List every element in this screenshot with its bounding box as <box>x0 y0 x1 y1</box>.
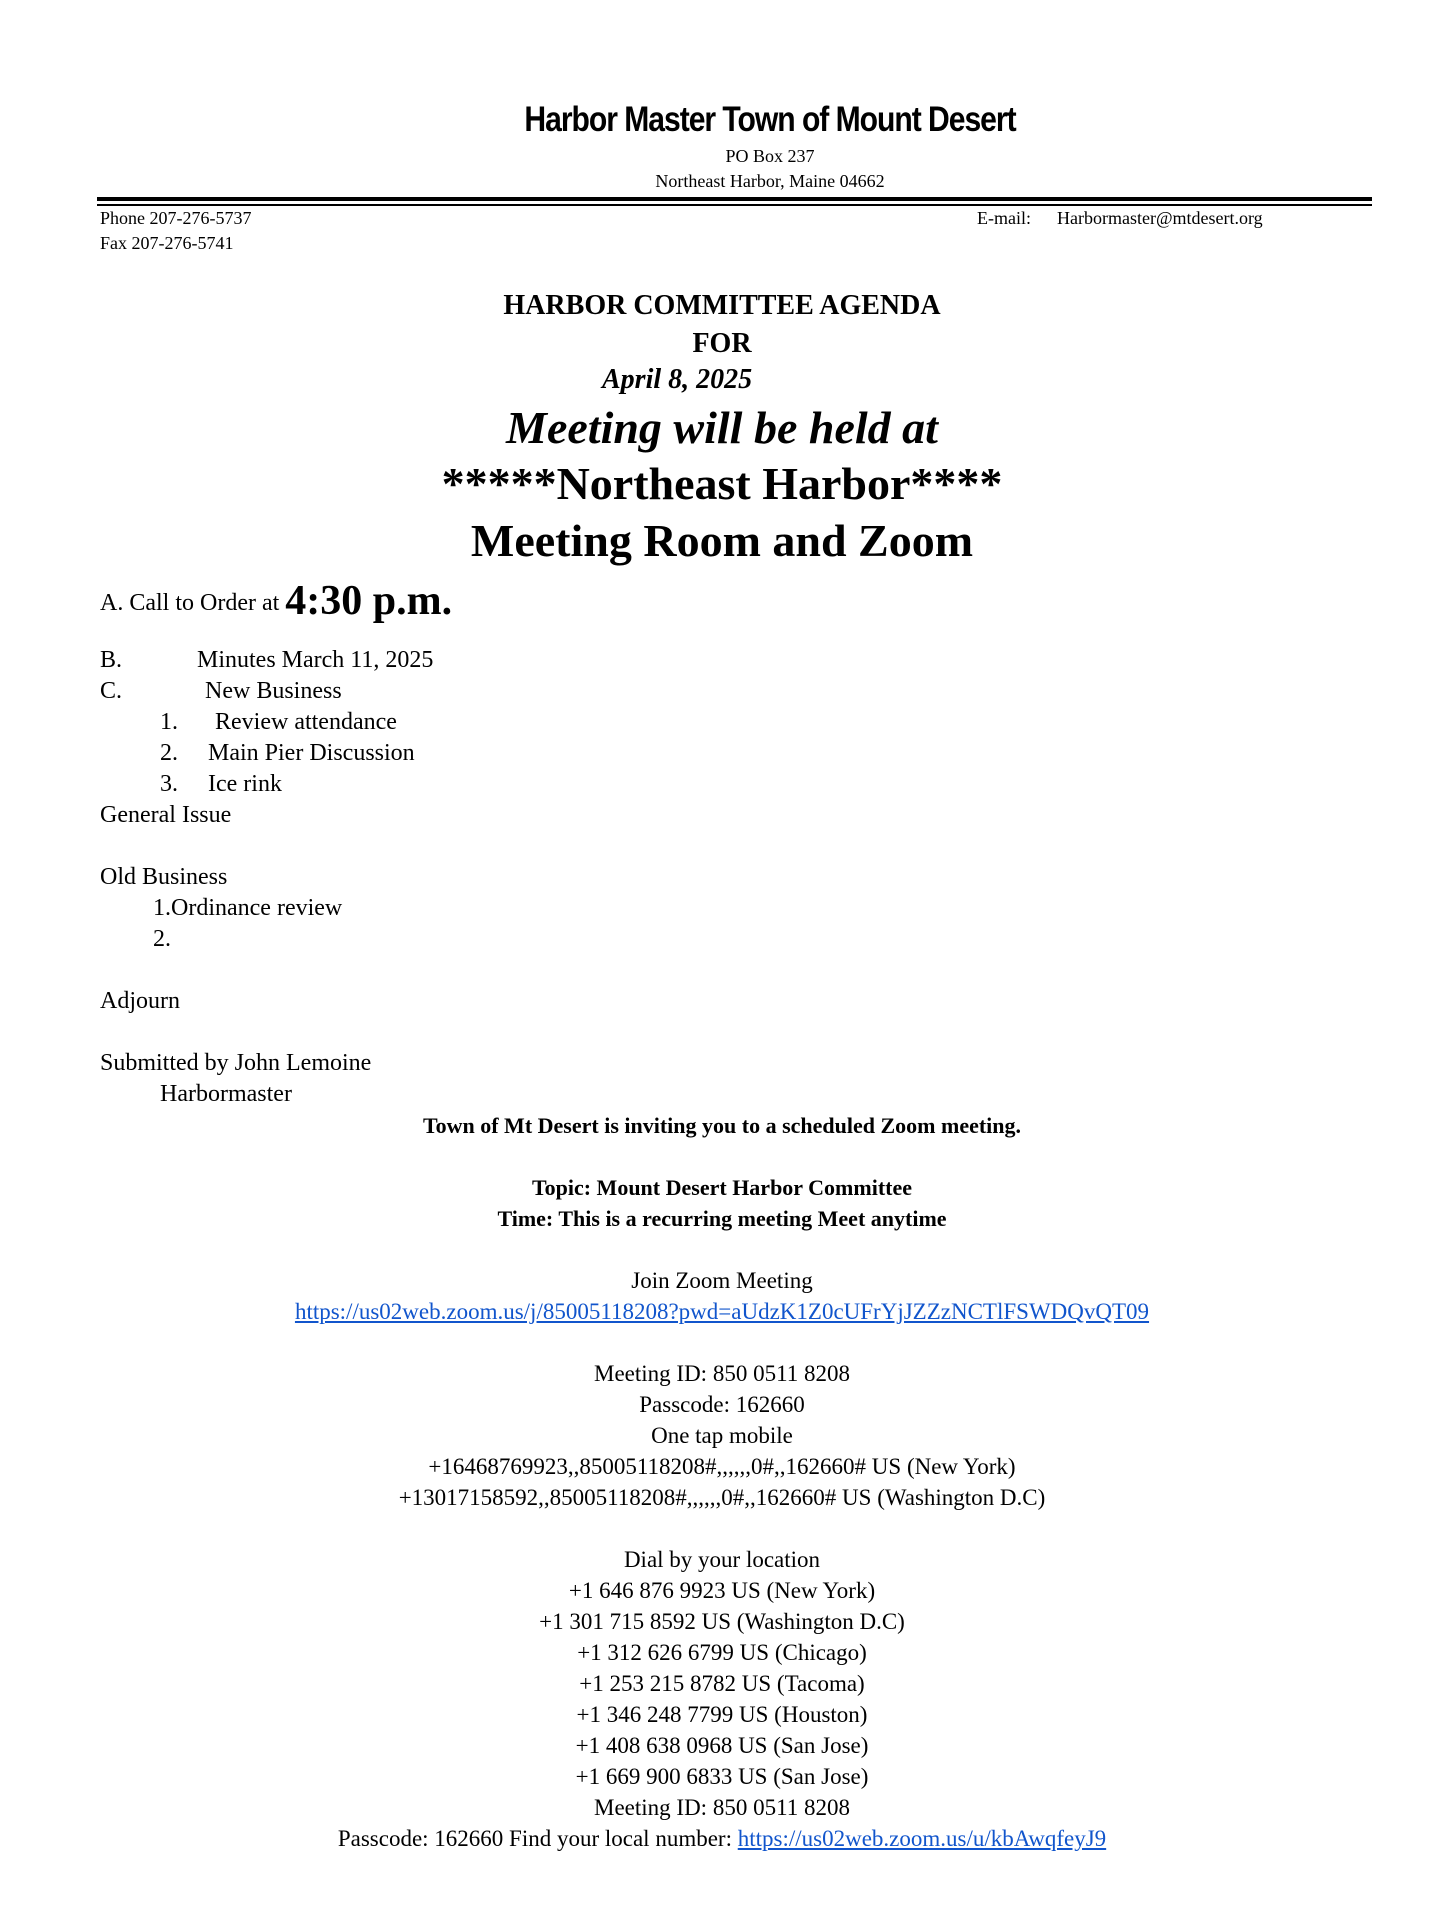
local-number-link[interactable]: https://us02web.zoom.us/u/kbAwqfeyJ9 <box>737 1826 1107 1851</box>
old-business-title: Old Business <box>100 864 228 890</box>
po-box: PO Box 237 <box>725 146 815 166</box>
join-zoom-label: Join Zoom Meeting <box>631 1268 813 1293</box>
letterhead-divider-thick <box>97 197 1372 201</box>
meeting-date: April 8, 2025 <box>602 364 753 395</box>
old-business-item: 1.Ordinance review <box>153 895 343 921</box>
meeting-id: Meeting ID: 850 0511 8208 <box>594 1361 850 1386</box>
new-business-item-number: 3. <box>160 771 178 797</box>
agenda-title: HARBOR COMMITTEE AGENDA <box>503 290 941 321</box>
meeting-held-heading: Meeting will be held at <box>506 402 938 453</box>
dial-by-location-label: Dial by your location <box>623 1547 821 1572</box>
submitted-by: Submitted by John Lemoine <box>100 1050 372 1076</box>
phone-number: Phone 207-276-5737 <box>100 208 252 228</box>
dial-number: +1 408 638 0968 US (San Jose) <box>575 1733 869 1758</box>
one-tap-label: One tap mobile <box>651 1423 793 1448</box>
dial-number: +1 669 900 6833 US (San Jose) <box>575 1764 869 1789</box>
call-to-order-label: A. Call to Order at <box>100 590 286 616</box>
email-address: Harbormaster@mtdesert.org <box>1057 208 1263 228</box>
submitter-title: Harbormaster <box>160 1081 292 1107</box>
meeting-id-repeat: Meeting ID: 850 0511 8208 <box>594 1795 850 1820</box>
call-to-order-time: 4:30 p.m. <box>285 578 453 624</box>
new-business-item-number: 2. <box>160 740 178 766</box>
org-name: Harbor Master Town of Mount Desert <box>524 100 1016 139</box>
new-business-item: Main Pier Discussion <box>208 740 415 766</box>
zoom-time: Time: This is a recurring meeting Meet anytime <box>497 1206 947 1231</box>
zoom-invite-heading: Town of Mt Desert is inviting you to a scheduled Zoom meeting. <box>422 1113 1022 1138</box>
item-b-minutes: Minutes March 11, 2025 <box>197 647 434 673</box>
email-label: E-mail: <box>977 208 1031 228</box>
one-tap-number: +13017158592,,85005118208#,,,,,,0#,,162660# US (Washington D.C) <box>398 1485 1046 1510</box>
general-issue: General Issue <box>100 802 232 828</box>
fax-number: Fax 207-276-5741 <box>100 233 234 253</box>
item-c-new-business: New Business <box>205 678 342 704</box>
meeting-room: Meeting Room and Zoom <box>470 515 974 566</box>
city-state-zip: Northeast Harbor, Maine 04662 <box>655 171 885 191</box>
join-zoom-link[interactable]: https://us02web.zoom.us/j/85005118208?pwd=aUdzK1Z0cUFrYjJZZzNCTlFSWDQvQT09 <box>294 1299 1150 1324</box>
new-business-item-number: 1. <box>160 709 178 735</box>
dial-number: +1 646 876 9923 US (New York) <box>568 1578 876 1603</box>
dial-number: +1 312 626 6799 US (Chicago) <box>577 1640 867 1665</box>
call-to-order <box>100 577 452 625</box>
adjourn: Adjourn <box>100 988 180 1014</box>
item-c-letter: C. <box>100 678 123 704</box>
old-business-item: 2. <box>153 926 171 952</box>
agenda-for: FOR <box>692 328 752 359</box>
dial-number: +1 301 715 8592 US (Washington D.C) <box>539 1609 905 1634</box>
item-b-letter: B. <box>100 647 123 673</box>
passcode-local-number-text: Passcode: 162660 Find your local number: <box>337 1826 738 1851</box>
dial-number: +1 346 248 7799 US (Houston) <box>576 1702 868 1727</box>
meeting-location: *****Northeast Harbor**** <box>441 458 1003 509</box>
dial-number: +1 253 215 8782 US (Tacoma) <box>579 1671 865 1696</box>
letterhead-divider-thin <box>97 204 1372 206</box>
zoom-topic: Topic: Mount Desert Harbor Committee <box>531 1175 913 1200</box>
one-tap-number: +16468769923,,85005118208#,,,,,,0#,,162660# US (New York) <box>428 1454 1016 1479</box>
new-business-item: Review attendance <box>215 709 397 735</box>
new-business-item: Ice rink <box>208 771 282 797</box>
join-zoom-link-row <box>0 1299 1444 1325</box>
passcode-local-number-row <box>0 1826 1444 1852</box>
passcode: Passcode: 162660 <box>639 1392 805 1417</box>
